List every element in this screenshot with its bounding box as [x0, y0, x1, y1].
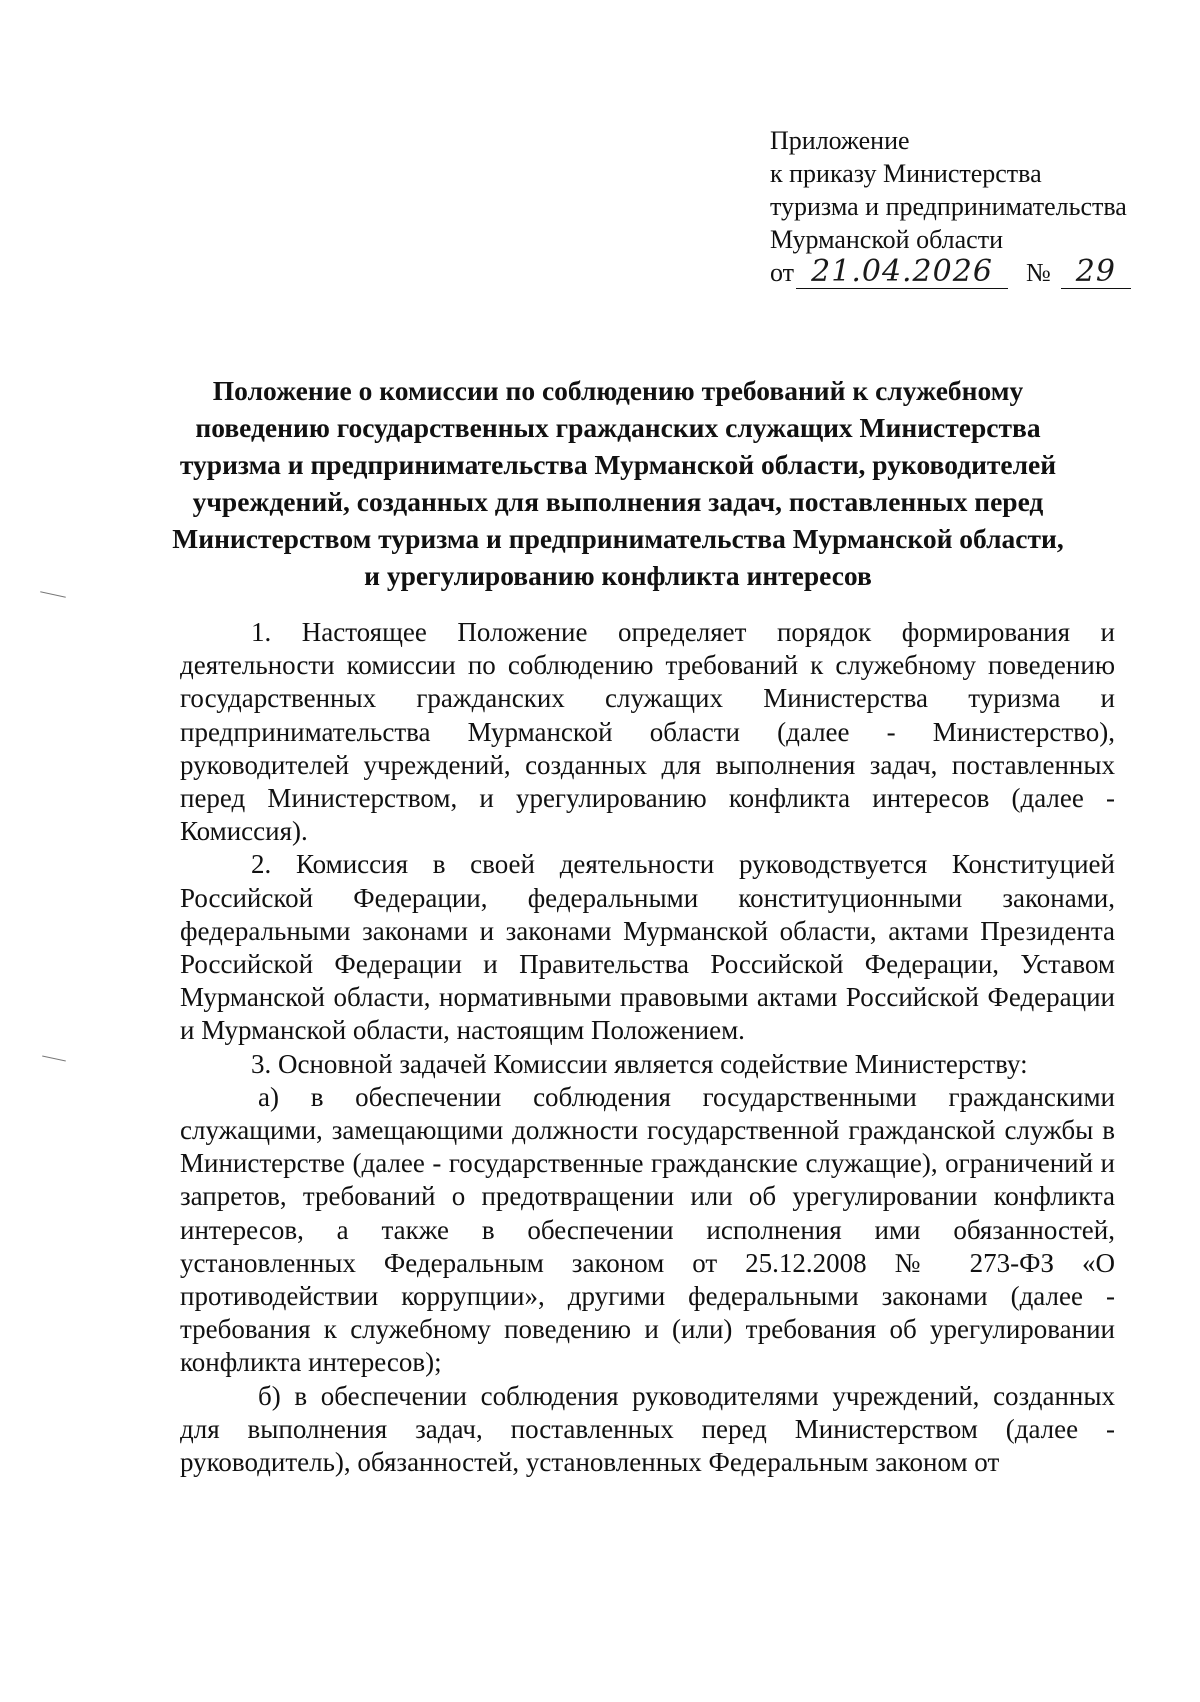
- appendix-line: Мурманской области: [770, 225, 1003, 254]
- title-line: и урегулированию конфликта интересов: [364, 560, 872, 591]
- paragraph-1: 1. Настоящее Положение определяет порядок формирования и деятельности комиссии по соблюдению требований к служебному поведению государственных гражданских служащих Министерства туризма и предпринимательства Мурманской области (далее - Министерство), руководителей учреждений, созданных для выполнения задач, поставленных перед Министерством, и урегулированию конфликта интересов (далее - Комиссия).: [180, 617, 1115, 847]
- appendix-line: туризма и предпринимательства: [770, 192, 1127, 221]
- scan-mark: [40, 591, 66, 597]
- document-body: [180, 616, 1115, 1479]
- title-line: Положение о комиссии по соблюдению требований к служебному: [212, 375, 1024, 406]
- order-date-number-line: [770, 256, 1131, 289]
- title-line: туризма и предпринимательства Мурманской области, руководителей: [179, 449, 1057, 480]
- title-line: учреждений, созданных для выполнения задач, поставленных перед: [192, 486, 1044, 517]
- handwritten-date: 21.04.2026: [796, 256, 1008, 289]
- number-sign: №: [1026, 258, 1051, 287]
- date-prefix: от: [770, 258, 795, 287]
- scan-mark: [42, 1056, 66, 1062]
- paragraph-2: 2. Комиссия в своей деятельности руководствуется Конституцией Российской Федерации, федеральными конституционными законами, федеральными законами и законами Мурманской области, актами Президента Российской Федерации и Правительства Российской Федерации, Уставом Мурманской области, нормативными правовыми актами Российской Федерации и Мурманской области, настоящим Положением.: [180, 849, 1115, 1046]
- paragraph-3a: а) в обеспечении соблюдения государственными гражданскими служащими, замещающими должности государственной гражданской службы в Министерстве (далее - государственные гражданские служащие), ограничений и запретов, требований о предотвращении или об урегулировании конфликта интересов, а также в обеспечении исполнения ими обязанностей, установленных Федеральным законом от 25.12.2008 № 273-ФЗ «О противодействии коррупции», другими федеральными законами (далее - требования к служебному поведению и (или) требования об урегулировании конфликта интересов);: [180, 1081, 1115, 1378]
- appendix-block: [770, 124, 1131, 289]
- appendix-line: Приложение: [770, 126, 910, 155]
- title-line: поведению государственных гражданских служащих Министерства: [195, 412, 1041, 443]
- title-line: Министерством туризма и предпринимательства Мурманской области,: [172, 523, 1064, 554]
- paragraph-3b: б) в обеспечении соблюдения руководителями учреждений, созданных для выполнения задач, поставленных перед Министерством (далее - руководитель), обязанностей, установленных Федеральным законом от: [180, 1380, 1115, 1478]
- appendix-line: к приказу Министерства: [770, 159, 1042, 188]
- paragraph-3: 3. Основной задачей Комиссии является содействие Министерству:: [251, 1048, 1028, 1079]
- document-title: [168, 372, 1068, 594]
- handwritten-number: 29: [1061, 256, 1131, 289]
